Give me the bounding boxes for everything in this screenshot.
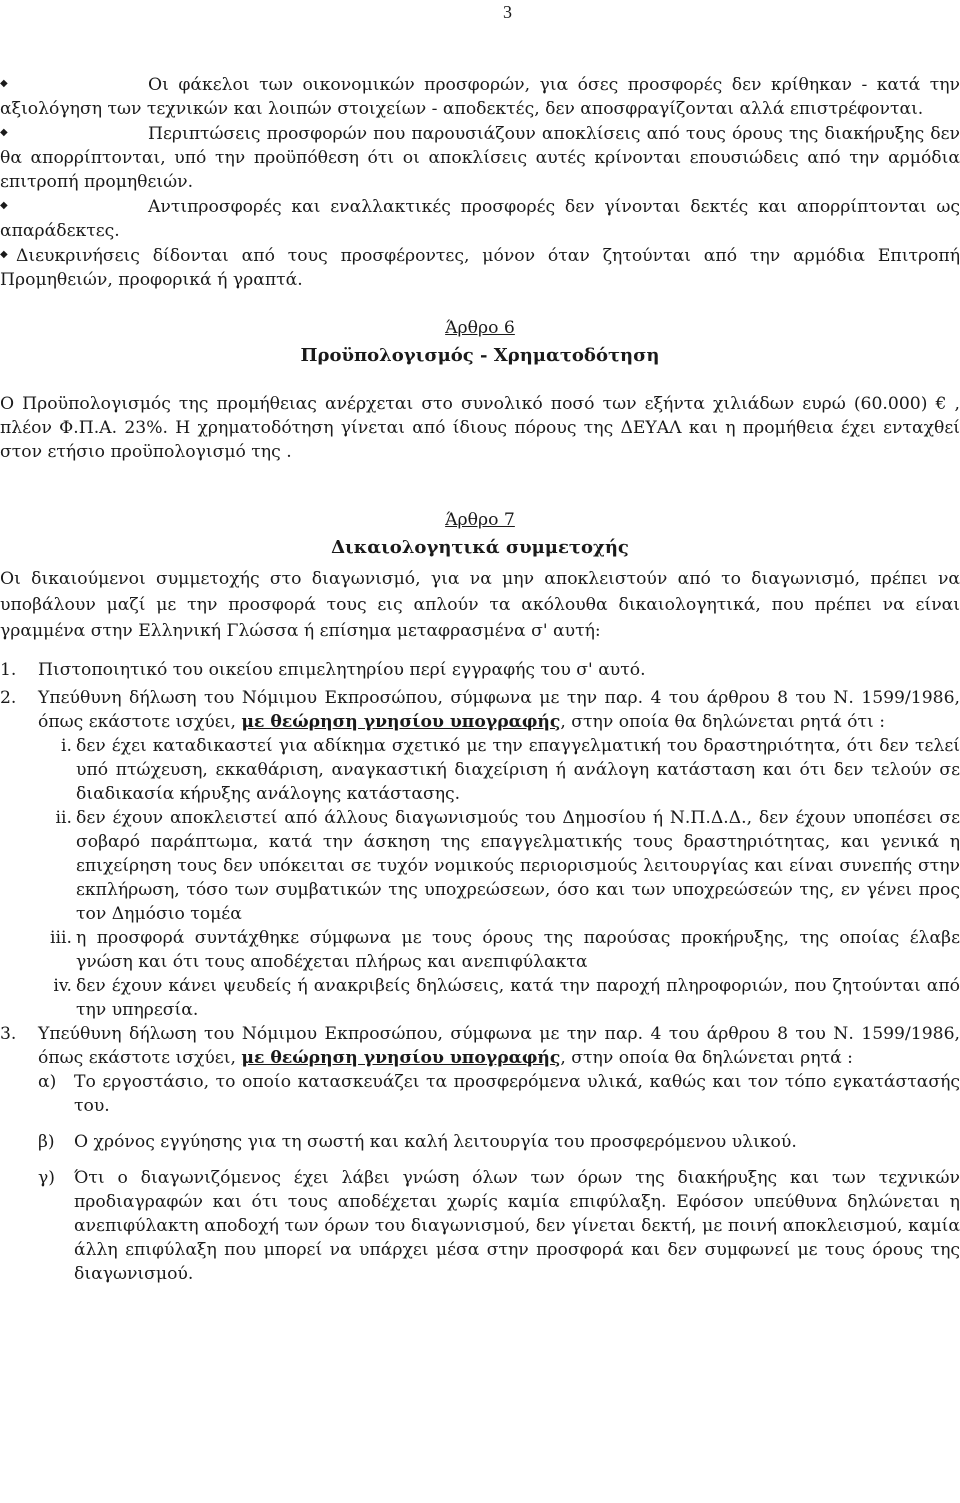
sub-item-iv: iv. δεν έχουν κάνει ψευδείς ή ανακριβείς δηλώσεις, κατά την παροχή πληροφοριών, που ζητούνται από την υπηρεσία. (53, 976, 960, 1020)
sub-item-gamma: γ) Ότι ο διαγωνιζόμενος έχει λάβει γνώση όλων των όρων της διακήρυξης και των τεχνικών προδιαγραφών και ότι τους αποδέχεται χωρίς καμία επιφύλαξη. Εφόσον υπεύθυνα δηλώνεται η ανεπιφύλακτη αποδοχή των όρων του διαγωνισμού, δεν γίνεται δεκτή, με ποινή αποκλεισμού, καμία άλλη επιφύλαξη που μπορεί να υπάρχει μέσα στην προσφορά και δεν συμφωνεί με τους όρους της διαγωνισμού. (38, 1168, 960, 1284)
list-item-1: 1. Πιστοποιητικό του οικείου επιμελητηρίου περί εγγραφής του σ' αυτό. (0, 660, 646, 680)
bullet-icon: ◆ (0, 127, 8, 138)
list-item-2: 2. Υπεύθυνη δήλωση του Νόμιμου Εκπροσώπου, σύμφωνα με την παρ. 4 του άρθρου 8 του Ν. 1599/1986, όπως εκάστοτε ισχύει, με θεώρηση γνησίου υπογραφής, στην οποία θα δηλώνεται ρητά ότι : (0, 688, 960, 732)
article-7-number: Άρθρο 7 (445, 510, 515, 530)
article-6-number: Άρθρο 6 (445, 318, 515, 338)
bullet-icon: ◆ (0, 78, 8, 89)
bullet-icon: ◆ (0, 200, 8, 211)
sub-item-iii: iii. η προσφορά συντάχθηκε σύμφωνα με τους όρους της παρούσας προκήρυξης, της οποίας έλαβε γνώση και ότι τους αποδέχεται πλήρως και ανεπιφύλακτα (50, 928, 960, 972)
sub-item-ii: ii. δεν έχουν αποκλειστεί από άλλους διαγωνισμούς του Δημοσίου ή Ν.Π.Δ.Δ., δεν έχουν υποπέσει σε σοβαρό παράπτωμα, κατά την άσκηση της επαγγελματικής τους δραστηριότητας, και γενικά η επιχείρηση τους δεν υπόκειται σε τυχόν νομικούς περιορισμούς λειτουργίας και είναι συνεπής στην εκπλήρωση, τόσο των συμβατικών της υποχρεώσεων, όσο και των υποχρεώσεών της, εν γένει προς τον Δημόσιο τομέα (55, 808, 960, 924)
bullet-paragraph: ◆ Διευκρινήσεις δίδονται από τους προσφέροντες, μόνον όταν ζητούνται από την αρμόδια Επιτροπή Προμηθειών, προφορικά ή γραπτά. (0, 243, 960, 292)
sub-item-beta: β) Ο χρόνος εγγύησης για τη σωστή και καλή λειτουργία του προσφερόμενου υλικού. (38, 1132, 797, 1152)
list-item-3: 3. Υπεύθυνη δήλωση του Νόμιμου Εκπροσώπου, σύμφωνα με την παρ. 4 του άρθρου 8 του Ν. 1599/1986, όπως εκάστοτε ισχύει, με θεώρηση γνησίου υπογραφής, στην οποία θα δηλώνεται ρητά : (0, 1024, 960, 1068)
bullet-paragraph: ◆ Περιπτώσεις προσφορών που παρουσιάζουν αποκλίσεις από τους όρους της διακήρυξης δεν θα απορρίπτονται, υπό την προϋπόθεση ότι οι αποκλίσεις αυτές κρίνονται επουσιώδεις από την αρμόδια επιτροπή προμηθειών. (0, 121, 960, 194)
page-number: 3 (503, 2, 512, 22)
article-7-title: Δικαιολογητικά συμμετοχής (331, 537, 629, 558)
bullet-paragraph: ◆ Αντιπροσφορές και εναλλακτικές προσφορές δεν γίνονται δεκτές και απορρίπτονται ως απαράδεκτες. (0, 194, 960, 243)
bullet-paragraph: ◆ Οι φάκελοι των οικονομικών προσφορών, για όσες προσφορές δεν κρίθηκαν - κατά την αξιολόγηση των τεχνικών και λοιπών στοιχείων - αποδεκτές, δεν αποσφραγίζονται αλλά επιστρέφονται. (0, 72, 960, 121)
article-7-intro: Οι δικαιούμενοι συμμετοχής στο διαγωνισμό, για να μην αποκλειστούν από το διαγωνισμό, πρέπει να υποβάλουν μαζί με την προσφορά τους εις απλούν τα ακόλουθα δικαιολογητικά, που πρέπει να είναι γραμμένα στην Ελληνική Γλώσσα ή επίσημα μεταφρασμένα σ' αυτή: (0, 569, 960, 641)
article-6-title: Προϋπολογισμός - Χρηματοδότηση (300, 345, 660, 366)
sub-item-i: i. δεν έχει καταδικαστεί για αδίκημα σχετικό με την επαγγελματική του δραστηριότητα, ότι δεν τελεί υπό πτώχευση, εκκαθάριση, αναγκαστική διαχείριση ή ανάλογη κατάσταση και ότι δεν τελούν σε διαδικασία κήρυξης ανάλογης κατάστασης. (61, 736, 960, 804)
document-body (0, 72, 960, 1286)
bullet-icon: ◆ (0, 249, 8, 260)
article-6-body: Ο Προϋπολογισμός της προμήθειας ανέρχεται στο συνολικό ποσό των εξήντα χιλιάδων ευρώ (60.000) € , πλέον Φ.Π.Α. 23%. Η χρηματοδότηση γίνεται από ίδιους πόρους της ΔΕΥΑΛ και η προμήθεια έχει ενταχθεί στον ετήσιο προϋπολογισμό της . (0, 394, 960, 462)
sub-item-alpha: α) Το εργοστάσιο, το οποίο κατασκευάζει τα προσφερόμενα υλικά, καθώς και τον τόπο εγκατάστασής του. (38, 1072, 960, 1116)
emphasis-signature: με θεώρηση γνησίου υπογραφής (241, 1048, 561, 1068)
emphasis-signature: με θεώρηση γνησίου υπογραφής (241, 712, 561, 732)
